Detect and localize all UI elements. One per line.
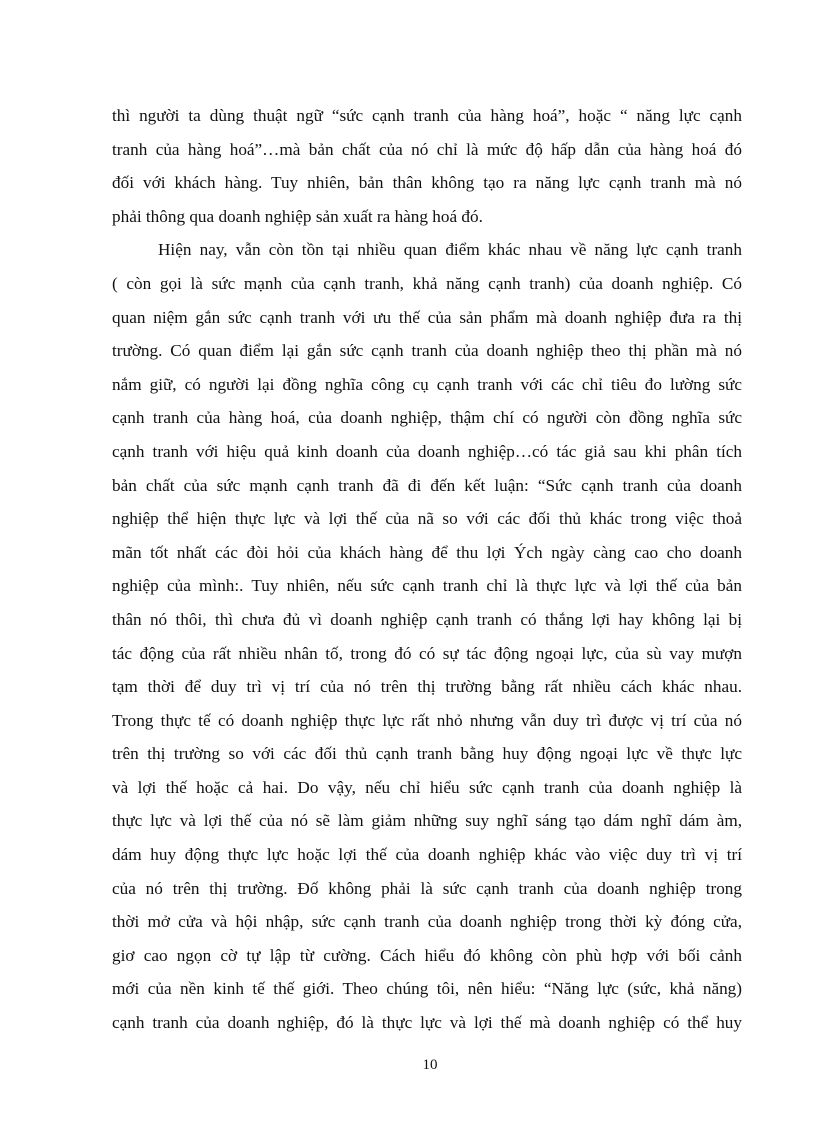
text-line: thời mở cửa và hội nhập, sức cạnh tranh của doanh nghiệp trong thời kỳ đóng cửa, [112, 912, 742, 932]
text-line: quan niệm gắn sức cạnh tranh với ưu thế của sản phẩm mà doanh nghiệp đưa ra thị [112, 307, 742, 327]
text-line: cạnh tranh với hiệu quả kinh doanh của doanh nghiệp…có tác giả sau khi phân tích [112, 441, 742, 461]
text-line: thân nó thôi, thì chưa đủ vì doanh nghiệp cạnh tranh có thắng lợi hay không lại bị [112, 609, 742, 629]
text-line: nghiệp của mình:. Tuy nhiên, nếu sức cạnh tranh chỉ là thực lực và lợi thế của bản [112, 576, 742, 596]
paragraph-2 [112, 233, 742, 1039]
text-line: thực lực và lợi thế của nó sẽ làm giảm những suy nghĩ sáng tạo dám nghĩ dám àm, [112, 811, 742, 831]
text-line: trường. Có quan điểm lại gắn sức cạnh tranh của doanh nghiệp theo thị phần mà nó [112, 341, 742, 361]
text-line: dám huy động thực lực hoặc lợi thế của doanh nghiệp khác vào việc duy trì vị trí [112, 845, 742, 865]
text-line: Trong thực tế có doanh nghiệp thực lực rất nhỏ nhưng vẫn duy trì được vị trí của nó [112, 710, 742, 730]
text-line: nghiệp thể hiện thực lực và lợi thế của nã so với các đối thủ khác trong việc thoả [112, 509, 742, 529]
text-line: phải thông qua doanh nghiệp sản xuất ra hàng hoá đó. [112, 206, 483, 226]
text-line: mãn tốt nhất các đòi hỏi của khách hàng để thu lợi Ých ngày càng cao cho doanh [112, 542, 742, 562]
text-line: thì người ta dùng thuật ngữ “sức cạnh tranh của hàng hoá”, hoặc “ năng lực cạnh [112, 106, 742, 125]
page-body [112, 99, 742, 1040]
text-line: nắm giữ, có người lại đồng nghĩa công cụ cạnh tranh với các chỉ tiêu đo lường sức [112, 374, 742, 394]
text-line: trên thị trường so với các đối thủ cạnh tranh bằng huy động ngoại lực về thực lực [112, 744, 742, 764]
paragraph-1 [112, 99, 742, 233]
text-line: giơ cao ngọn cờ tự lập từ cường. Cách hiểu đó không còn phù hợp với bối cảnh [112, 945, 742, 965]
text-line: bản chất của sức mạnh cạnh tranh đã đi đến kết luận: “Sức cạnh tranh của doanh [112, 475, 742, 495]
text-line: và lợi thế hoặc cả hai. Do vậy, nếu chỉ hiểu sức cạnh tranh của doanh nghiệp là [112, 777, 742, 797]
text-line: cạnh tranh của hàng hoá, của doanh nghiệp, thậm chí có người còn đồng nghĩa sức [112, 408, 742, 428]
text-line: mới của nền kinh tế thế giới. Theo chúng tôi, nên hiểu: “Năng lực (sức, khả năng) [112, 979, 742, 999]
text-line: đối với khách hàng. Tuy nhiên, bản thân không tạo ra năng lực cạnh tranh mà nó [112, 173, 742, 193]
text-line: tác động của rất nhiều nhân tố, trong đó có sự tác động ngoại lực, của sù vay mượn [112, 643, 742, 663]
page-number: 10 [422, 1057, 438, 1073]
text-line: cạnh tranh của doanh nghiệp, đó là thực lực và lợi thế mà doanh nghiệp có thể huy [112, 1013, 742, 1033]
text-line: tranh của hàng hoá”…mà bản chất của nó chỉ là mức độ hấp dẫn của hàng hoá đó [112, 139, 742, 159]
text-line: của nó trên thị trường. Đố không phải là sức cạnh tranh của doanh nghiệp trong [112, 878, 742, 898]
text-line: tạm thời để duy trì vị trí của nó trên thị trường bằng rất nhiều cách khác nhau. [112, 677, 742, 697]
text-line: ( còn gọi là sức mạnh của cạnh tranh, khả năng cạnh tranh) của doanh nghiệp. Có [112, 273, 742, 293]
text-line: Hiện nay, vẫn còn tồn tại nhiều quan điểm khác nhau về năng lực cạnh tranh [158, 240, 742, 260]
